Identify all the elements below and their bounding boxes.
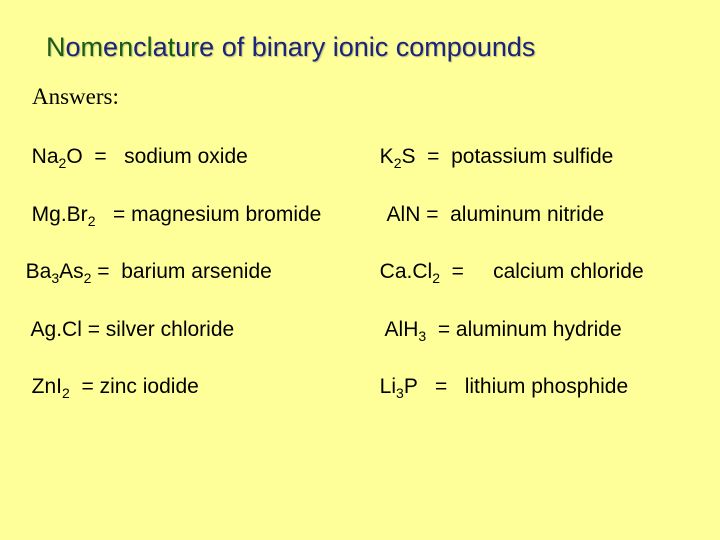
item-subscript: 3 bbox=[396, 385, 404, 401]
title-part: m bbox=[80, 32, 104, 62]
title-part: n bbox=[118, 32, 134, 62]
item-text: P = lithium phosphide bbox=[403, 375, 629, 398]
answer-item bbox=[14, 236, 272, 284]
answer-item bbox=[20, 121, 248, 169]
item-text: = zinc iodide bbox=[69, 375, 199, 398]
item-subscript: 2 bbox=[58, 155, 67, 171]
title-part: c bbox=[133, 32, 147, 62]
answer-item bbox=[20, 179, 321, 227]
item-text: ZnI bbox=[31, 375, 63, 398]
title-part: e of binary ionic compounds bbox=[199, 32, 536, 62]
item-subscript: 3 bbox=[418, 328, 427, 344]
title-part: u bbox=[175, 32, 191, 62]
answer-item bbox=[376, 179, 604, 227]
item-text: Li bbox=[379, 375, 397, 398]
item-text: AlH bbox=[384, 318, 419, 341]
answer-item bbox=[374, 294, 622, 342]
item-subscript: 2 bbox=[432, 270, 440, 286]
item-text: = magnesium bromide bbox=[95, 203, 322, 226]
item-text: S = potassium sulfide bbox=[401, 145, 614, 168]
title-part: o bbox=[65, 32, 81, 62]
item-text: K bbox=[379, 145, 394, 168]
item-text: AlN = aluminum nitride bbox=[386, 203, 605, 226]
title-part: N bbox=[46, 32, 66, 62]
item-text: Ag.Cl = silver chloride bbox=[30, 318, 235, 341]
item-text: = aluminum hydride bbox=[426, 318, 622, 341]
title-part: e bbox=[103, 32, 119, 62]
item-text: Na bbox=[31, 145, 59, 168]
item-text: Ca.Cl bbox=[379, 260, 433, 283]
item-text: = barium arsenide bbox=[91, 260, 272, 283]
item-subscript: 2 bbox=[393, 155, 402, 171]
answer-item bbox=[368, 351, 628, 399]
title-part: l bbox=[146, 32, 153, 62]
item-text: = calcium chloride bbox=[439, 260, 644, 283]
title-part: t bbox=[167, 32, 176, 62]
answer-item bbox=[20, 294, 234, 342]
title-part: r bbox=[190, 32, 200, 62]
item-subscript: 2 bbox=[62, 385, 70, 401]
item-subscript: 2 bbox=[83, 270, 92, 286]
item-text: O = sodium oxide bbox=[66, 145, 248, 168]
item-text: As bbox=[59, 260, 84, 283]
answers-label: Answers: bbox=[32, 84, 119, 109]
slide-title bbox=[46, 32, 535, 63]
item-subscript: 2 bbox=[87, 213, 96, 229]
item-text: Mg.Br bbox=[31, 203, 88, 226]
title-part: a bbox=[152, 32, 168, 62]
answer-item bbox=[368, 236, 644, 284]
answer-item bbox=[368, 121, 613, 169]
item-subscript: 3 bbox=[51, 270, 60, 286]
answer-item bbox=[20, 351, 199, 399]
item-text: Ba bbox=[25, 260, 52, 283]
